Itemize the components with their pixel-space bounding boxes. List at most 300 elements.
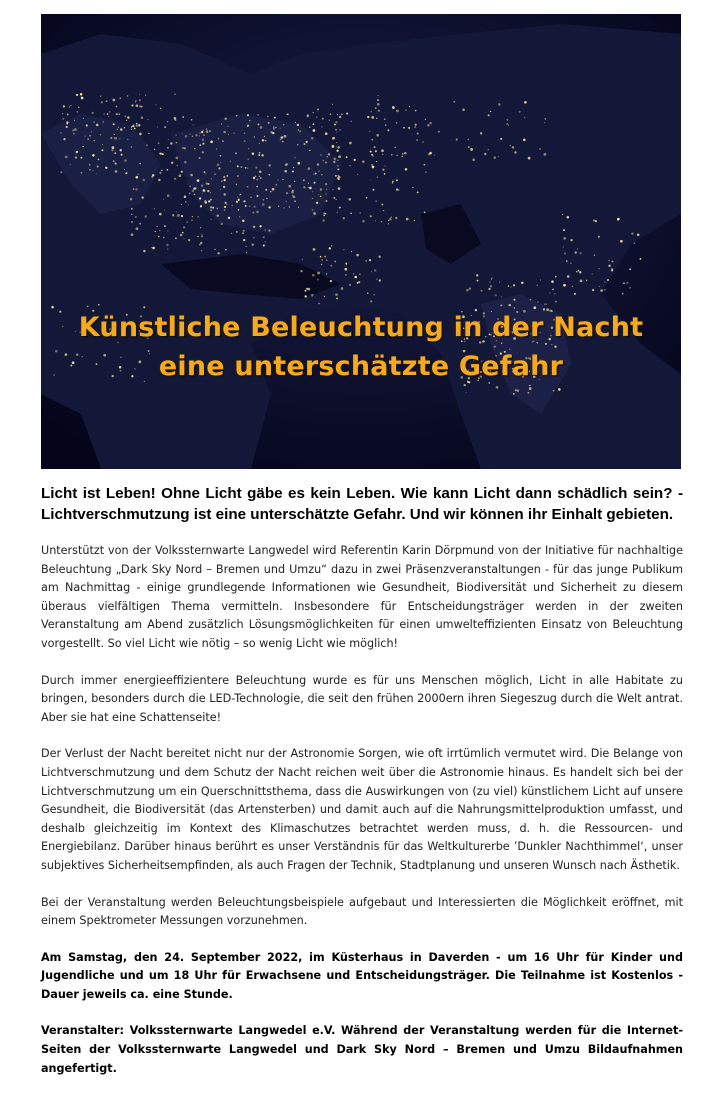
city-light-dot	[277, 179, 278, 180]
city-light-dot	[334, 261, 336, 263]
city-light-dot	[414, 220, 415, 221]
city-light-dot	[255, 176, 256, 177]
city-light-dot	[262, 203, 265, 206]
city-light-dot	[160, 107, 162, 109]
city-light-dot	[527, 392, 529, 394]
city-light-dot	[312, 209, 314, 211]
city-light-dot	[608, 265, 610, 267]
city-light-dot	[598, 268, 600, 270]
city-light-dot	[212, 207, 214, 209]
city-light-dot	[193, 187, 196, 190]
city-light-dot	[260, 177, 262, 179]
city-light-dot	[313, 248, 316, 251]
city-light-dot	[102, 144, 103, 145]
city-light-dot	[377, 176, 379, 178]
city-light-dot	[199, 144, 201, 146]
city-light-dot	[424, 164, 426, 166]
city-light-dot	[529, 385, 531, 387]
city-light-dot	[185, 135, 188, 138]
city-light-dot	[119, 138, 120, 139]
city-light-dot	[126, 120, 127, 121]
city-light-dot	[80, 93, 83, 96]
city-light-dot	[309, 150, 310, 151]
city-light-dot	[84, 135, 86, 137]
city-light-dot	[146, 144, 147, 145]
city-light-dot	[297, 144, 299, 146]
city-light-dot	[631, 232, 633, 234]
city-light-dot	[300, 270, 302, 272]
city-light-dot	[92, 112, 94, 114]
city-light-dot	[303, 186, 304, 187]
city-light-dot	[320, 154, 321, 155]
city-light-dot	[324, 256, 326, 258]
city-light-dot	[367, 293, 368, 294]
city-light-dot	[577, 248, 578, 249]
city-light-dot	[563, 237, 566, 240]
city-light-dot	[142, 179, 145, 182]
city-light-dot	[112, 99, 115, 102]
city-light-dot	[248, 148, 249, 149]
city-light-dot	[139, 99, 141, 101]
city-light-dot	[511, 286, 512, 287]
night-earth-banner	[41, 14, 681, 469]
city-light-dot	[335, 293, 338, 296]
city-light-dot	[226, 204, 227, 205]
city-light-dot	[256, 211, 259, 214]
city-light-dot	[462, 109, 465, 112]
city-light-dot	[118, 127, 119, 128]
city-light-dot	[81, 172, 83, 174]
city-light-dot	[326, 260, 327, 261]
city-light-dot	[70, 164, 71, 165]
city-light-dot	[76, 151, 78, 153]
city-light-dot	[183, 147, 184, 148]
city-light-dot	[488, 382, 489, 383]
city-light-dot	[346, 113, 348, 115]
city-light-dot	[375, 107, 377, 109]
city-light-dot	[163, 199, 164, 200]
city-light-dot	[405, 168, 408, 171]
city-light-dot	[76, 94, 78, 96]
city-light-dot	[176, 165, 177, 166]
city-light-dot	[206, 130, 209, 133]
city-light-dot	[570, 239, 572, 241]
city-light-dot	[308, 187, 309, 188]
city-light-dot	[114, 134, 115, 135]
city-light-dot	[405, 109, 407, 111]
city-light-dot	[151, 247, 152, 248]
city-light-dot	[237, 197, 238, 198]
city-light-dot	[294, 157, 295, 158]
city-light-dot	[186, 221, 188, 223]
city-light-dot	[429, 152, 432, 155]
city-light-dot	[192, 216, 193, 217]
city-light-dot	[351, 121, 352, 122]
city-light-dot	[553, 390, 555, 392]
city-light-dot	[379, 279, 381, 281]
city-light-dot	[349, 142, 352, 145]
city-light-dot	[374, 269, 376, 271]
city-light-dot	[292, 170, 294, 172]
city-light-dot	[592, 273, 593, 274]
city-light-dot	[164, 225, 166, 227]
city-light-dot	[484, 153, 486, 155]
city-light-dot	[127, 139, 128, 140]
city-light-dot	[509, 348, 510, 349]
city-light-dot	[357, 174, 358, 175]
city-light-dot	[371, 111, 372, 112]
city-light-dot	[543, 308, 545, 310]
city-light-dot	[275, 127, 276, 128]
city-light-dot	[333, 197, 335, 199]
city-light-dot	[167, 121, 168, 122]
city-light-dot	[311, 294, 314, 297]
city-light-dot	[308, 183, 309, 184]
city-light-dot	[488, 149, 490, 151]
city-light-dot	[103, 121, 104, 122]
city-light-dot	[490, 285, 492, 287]
city-light-dot	[200, 227, 201, 228]
city-light-dot	[131, 221, 133, 223]
city-light-dot	[345, 274, 346, 275]
city-light-dot	[546, 308, 549, 311]
city-light-dot	[377, 99, 379, 101]
city-light-dot	[134, 124, 135, 125]
city-light-dot	[216, 148, 217, 149]
city-light-dot	[141, 116, 143, 118]
city-light-dot	[528, 157, 531, 160]
city-light-dot	[334, 158, 337, 161]
city-light-dot	[545, 343, 547, 345]
city-light-dot	[201, 236, 202, 237]
city-light-dot	[135, 176, 138, 179]
city-light-dot	[378, 255, 380, 257]
city-light-dot	[189, 193, 191, 195]
city-light-dot	[381, 221, 382, 222]
city-light-dot	[622, 293, 624, 295]
city-light-dot	[284, 170, 287, 173]
city-light-dot	[121, 154, 123, 156]
city-light-dot	[242, 220, 245, 223]
city-light-dot	[555, 276, 557, 278]
city-light-dot	[496, 386, 499, 389]
city-light-dot	[333, 161, 335, 163]
city-light-dot	[537, 285, 538, 286]
city-light-dot	[330, 113, 332, 115]
city-light-dot	[218, 167, 220, 169]
city-light-dot	[408, 127, 410, 129]
city-light-dot	[315, 173, 317, 175]
city-light-dot	[343, 217, 345, 219]
city-light-dot	[96, 173, 97, 174]
city-light-dot	[60, 171, 62, 173]
city-light-dot	[154, 149, 155, 150]
city-light-dot	[124, 127, 125, 128]
city-light-dot	[320, 188, 322, 190]
city-light-dot	[139, 94, 140, 95]
city-light-dot	[183, 238, 184, 239]
city-light-dot	[257, 114, 258, 115]
city-light-dot	[320, 256, 322, 258]
city-light-dot	[143, 250, 146, 253]
city-light-dot	[252, 244, 254, 246]
city-light-dot	[200, 205, 202, 207]
city-light-dot	[82, 146, 83, 147]
city-light-dot	[245, 205, 247, 207]
city-light-dot	[188, 239, 190, 241]
city-light-dot	[336, 146, 337, 147]
city-light-dot	[237, 165, 239, 167]
city-light-dot	[371, 164, 373, 166]
city-light-dot	[563, 246, 564, 247]
city-light-dot	[83, 118, 84, 119]
city-light-dot	[309, 126, 311, 128]
city-light-dot	[247, 186, 249, 188]
city-light-dot	[374, 146, 376, 148]
city-light-dot	[125, 115, 127, 117]
city-light-dot	[312, 198, 313, 199]
city-light-dot	[639, 258, 641, 260]
city-light-dot	[308, 167, 311, 170]
city-light-dot	[313, 112, 314, 113]
city-light-dot	[427, 124, 430, 127]
city-light-dot	[316, 202, 318, 204]
city-light-dot	[210, 199, 212, 201]
city-light-dot	[599, 286, 600, 287]
city-light-dot	[255, 166, 257, 168]
city-light-dot	[223, 176, 225, 178]
city-light-dot	[316, 117, 317, 118]
city-light-dot	[218, 138, 220, 140]
city-light-dot	[120, 97, 122, 99]
city-light-dot	[356, 254, 359, 257]
city-light-dot	[322, 160, 324, 162]
city-light-dot	[89, 164, 91, 166]
city-light-dot	[303, 179, 305, 181]
city-light-dot	[369, 131, 370, 132]
city-light-dot	[167, 169, 169, 171]
city-light-dot	[396, 110, 399, 113]
city-light-dot	[224, 209, 226, 211]
city-light-dot	[321, 126, 322, 127]
city-light-dot	[87, 306, 89, 308]
city-light-dot	[396, 188, 398, 190]
city-light-dot	[346, 264, 347, 265]
city-light-dot	[414, 126, 416, 128]
city-light-dot	[514, 307, 516, 309]
city-light-dot	[575, 251, 577, 253]
city-light-dot	[521, 282, 523, 284]
city-light-dot	[113, 123, 115, 125]
city-light-dot	[211, 219, 212, 220]
city-light-dot	[551, 280, 554, 283]
city-light-dot	[114, 137, 117, 140]
city-light-dot	[491, 278, 492, 279]
city-light-dot	[298, 129, 299, 130]
city-light-dot	[438, 131, 439, 132]
city-light-dot	[75, 156, 78, 159]
city-light-dot	[217, 208, 219, 210]
city-light-dot	[180, 234, 182, 236]
city-light-dot	[580, 280, 583, 283]
city-light-dot	[73, 133, 75, 135]
city-light-dot	[378, 110, 380, 112]
city-light-dot	[370, 215, 372, 217]
city-light-dot	[313, 174, 314, 175]
city-light-dot	[563, 284, 566, 287]
city-light-dot	[369, 259, 371, 261]
city-light-dot	[131, 129, 132, 130]
city-light-dot	[199, 197, 201, 199]
city-light-dot	[163, 237, 164, 238]
city-light-dot	[174, 117, 177, 120]
city-light-dot	[353, 273, 354, 274]
city-light-dot	[176, 142, 178, 144]
city-light-dot	[93, 121, 95, 123]
city-light-dot	[512, 146, 515, 149]
city-light-dot	[145, 95, 146, 96]
city-light-dot	[203, 134, 205, 136]
city-light-dot	[325, 213, 327, 215]
city-light-dot	[349, 284, 351, 286]
city-light-dot	[303, 143, 305, 145]
city-light-dot	[510, 145, 511, 146]
city-light-dot	[202, 193, 203, 194]
city-light-dot	[158, 142, 160, 144]
city-light-dot	[370, 300, 372, 302]
city-light-dot	[170, 142, 172, 144]
city-light-dot	[402, 156, 403, 157]
city-light-dot	[495, 294, 497, 296]
city-light-dot	[381, 149, 384, 152]
city-light-dot	[135, 101, 136, 102]
city-light-dot	[382, 169, 384, 171]
city-light-dot	[611, 268, 613, 270]
city-light-dot	[341, 113, 343, 115]
city-light-dot	[237, 175, 239, 177]
city-light-dot	[425, 119, 426, 120]
city-light-dot	[289, 206, 290, 207]
city-light-dot	[595, 220, 597, 222]
city-light-dot	[239, 194, 240, 195]
city-light-dot	[243, 230, 245, 232]
city-light-dot	[387, 129, 389, 131]
city-light-dot	[562, 214, 563, 215]
city-light-dot	[429, 122, 432, 125]
city-light-dot	[210, 206, 212, 208]
city-light-dot	[335, 175, 337, 177]
city-light-dot	[508, 285, 510, 287]
city-light-dot	[131, 104, 133, 106]
city-light-dot	[74, 120, 75, 121]
city-light-dot	[618, 218, 620, 220]
city-light-dot	[256, 195, 258, 197]
city-light-dot	[286, 192, 288, 194]
paragraph-loss-of-night: Der Verlust der Nacht bereitet nicht nur der Astronomie Sorgen, wie oft irrtümlich vermutet wird. Die Belange von Lichtverschmutzung und dem Schutz der Nacht reichen weit über die Astronomie hinaus. Es handelt sich bei der Lichtverschmutzung um ein Querschnittsthema, dass die Auswirkungen von (zu viel) künstlichem Licht auf unsere Gesundheit, die Biodiversität (das Artensterben) und damit auch auf die Nahrungsmittelproduktion umfasst, und deshalb gleichzeitig im Kontext des Klimaschutzes betrachtet werden muss, d. h. die Ressourcen- und Energiebilanz. Darüber hinaus berührt es unser Verständnis für das Weltkulturerbe ’Dunkler Nachthimmel‘, unser subjektives Sicherheitsempfinden, als auch Fragen der Technik, Stadtplanung und unseren Wunsch nach Ästhetik.	[41, 747, 683, 872]
city-light-dot	[337, 168, 339, 170]
city-light-dot	[475, 309, 477, 311]
city-light-dot	[291, 191, 294, 194]
city-light-dot	[286, 163, 288, 165]
city-light-dot	[113, 160, 115, 162]
city-light-dot	[370, 151, 372, 153]
city-light-dot	[374, 294, 375, 295]
city-light-dot	[629, 287, 630, 288]
city-light-dot	[131, 214, 133, 216]
city-light-dot	[238, 209, 240, 211]
city-light-dot	[354, 159, 356, 161]
city-light-dot	[293, 167, 294, 168]
city-light-dot	[78, 107, 80, 109]
city-light-dot	[67, 114, 69, 116]
city-light-dot	[206, 182, 208, 184]
city-light-dot	[199, 132, 201, 134]
city-light-dot	[318, 194, 319, 195]
city-light-dot	[209, 130, 211, 132]
city-light-dot	[202, 139, 204, 141]
city-light-dot	[499, 282, 500, 283]
city-light-dot	[98, 304, 100, 306]
city-light-dot	[92, 154, 95, 157]
city-light-dot	[513, 299, 515, 301]
city-light-dot	[176, 157, 179, 160]
city-light-dot	[124, 159, 127, 162]
city-light-dot	[425, 171, 427, 173]
city-light-dot	[152, 174, 154, 176]
city-light-dot	[396, 155, 398, 157]
city-light-dot	[367, 116, 369, 118]
city-light-dot	[321, 259, 322, 260]
city-light-dot	[519, 111, 521, 113]
city-light-dot	[297, 162, 300, 165]
city-light-dot	[324, 296, 325, 297]
city-light-dot	[269, 164, 271, 166]
city-light-dot	[294, 181, 295, 182]
city-light-dot	[240, 166, 242, 168]
city-light-dot	[266, 198, 267, 199]
city-light-dot	[545, 118, 546, 119]
city-light-dot	[284, 135, 287, 138]
city-light-dot	[227, 126, 228, 127]
city-light-dot	[87, 138, 89, 140]
city-light-dot	[586, 280, 588, 282]
city-light-dot	[62, 113, 63, 114]
city-light-dot	[136, 123, 138, 125]
city-light-dot	[51, 306, 54, 309]
city-light-dot	[513, 393, 515, 395]
city-light-dot	[476, 274, 478, 276]
city-light-dot	[306, 141, 308, 143]
city-light-dot	[348, 198, 350, 200]
city-light-dot	[220, 189, 221, 190]
city-light-dot	[144, 215, 147, 218]
city-light-dot	[221, 223, 224, 226]
city-light-dot	[262, 139, 265, 142]
city-light-dot	[265, 229, 266, 230]
city-light-dot	[214, 249, 215, 250]
city-light-dot	[529, 387, 532, 390]
city-light-dot	[337, 160, 338, 161]
city-light-dot	[201, 185, 203, 187]
city-light-dot	[206, 128, 208, 130]
city-light-dot	[269, 174, 270, 175]
city-light-dot	[506, 119, 508, 121]
city-light-dot	[382, 154, 383, 155]
city-light-dot	[263, 244, 265, 246]
city-light-dot	[417, 133, 419, 135]
city-light-dot	[228, 217, 230, 219]
city-light-dot	[141, 196, 143, 198]
